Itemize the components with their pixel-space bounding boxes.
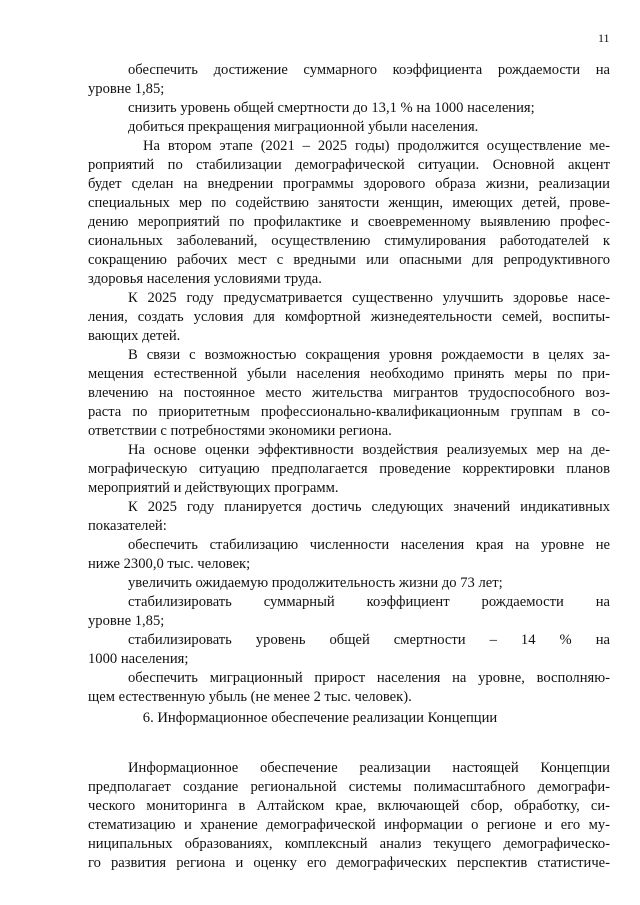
text-line: ниже 2300,0 тыс. человек;	[88, 556, 251, 572]
text-line: мещения естественной убыли населения необходимо принять меры по при-	[88, 366, 610, 382]
text-line: предполагает создание региональной системы полимасштабного демографи-	[88, 779, 610, 795]
text-line: уровне 1,85;	[88, 81, 165, 97]
text-line: вающих детей.	[88, 328, 181, 344]
text-line: снизить уровень общей смертности до 13,1 % на 1000 населения;	[128, 100, 535, 116]
text-line: обеспечить стабилизацию численности населения края на уровне не	[128, 537, 610, 553]
text-line: На втором этапе (2021 – 2025 годы) продолжится осуществление ме-	[143, 138, 610, 154]
text-line: влечению на постоянное место жительства мигрантов трудоспособного воз-	[88, 385, 610, 401]
text-line: мероприятий и действующих программ.	[88, 480, 339, 496]
text-line: К 2025 году планируется достичь следующих значений индикативных	[128, 499, 610, 515]
text-line: здоровья населения условиями труда.	[88, 271, 322, 287]
text-line: специальных мер по содействию занятости женщин, имеющих детей, прове-	[88, 195, 610, 211]
text-line: обеспечить достижение суммарного коэффициента рождаемости на	[128, 62, 610, 78]
text-line: щем естественную убыль (не менее 2 тыс. человек).	[88, 689, 412, 705]
text-line: раста по приоритетным профессионально-квалификационным группам в со-	[88, 404, 610, 420]
text-line: ниципальных образованиях, комплексный анализ текущего демографическо-	[88, 836, 610, 852]
text-line: В связи с возможностью сокращения уровня рождаемости в целях за-	[128, 347, 610, 363]
text-line: го развития региона и оценку его демографических перспектив статистиче-	[88, 855, 610, 871]
text-line: добиться прекращения миграционной убыли населения.	[128, 119, 479, 135]
text-line: уровне 1,85;	[88, 613, 165, 629]
text-line: стабилизировать уровень общей смертности – 14 % на	[128, 632, 610, 648]
text-line: дению мероприятий по профилактике и своевременному выявлению профес-	[88, 214, 610, 230]
text-line: ления, создать условия для комфортной жизнедеятельности семей, воспиты-	[88, 309, 610, 325]
text-line: ческого мониторинга в Алтайском крае, включающей сбор, обработку, си-	[88, 798, 610, 814]
text-line: стематизацию и хранение демографической информации о регионе и его му-	[88, 817, 610, 833]
text-line: Информационное обеспечение реализации настоящей Концепции	[128, 760, 610, 776]
section-heading: 6. Информационное обеспечение реализации Концепции	[142, 710, 498, 726]
text-line: К 2025 году предусматривается существенно улучшить здоровье насе-	[128, 290, 610, 306]
text-line: показателей:	[88, 518, 167, 534]
page-number: 11	[598, 31, 610, 45]
text-line: обеспечить миграционный прирост населения на уровне, восполняю-	[128, 670, 610, 686]
text-line: ответствии с потребностями экономики региона.	[88, 423, 392, 439]
text-line: стабилизировать суммарный коэффициент рождаемости на	[128, 594, 610, 610]
text-line: будет сделан на внедрении программы здорового образа жизни, реализации	[88, 176, 610, 192]
text-line: увеличить ожидаемую продолжительность жизни до 73 лет;	[128, 575, 503, 591]
text-line: На основе оценки эффективности воздействия реализуемых мер на де-	[128, 442, 610, 458]
text-line: мографическую ситуацию предполагается проведение корректировки планов	[88, 461, 610, 477]
text-line: роприятий по стабилизации демографической ситуации. Основной акцент	[88, 157, 610, 173]
text-line: сокращению рабочих мест с вредными или опасными для репродуктивного	[88, 252, 610, 268]
text-line: сиональных заболеваний, осуществлению стимулирования работодателей к	[88, 233, 610, 249]
text-line: 1000 населения;	[88, 651, 189, 667]
